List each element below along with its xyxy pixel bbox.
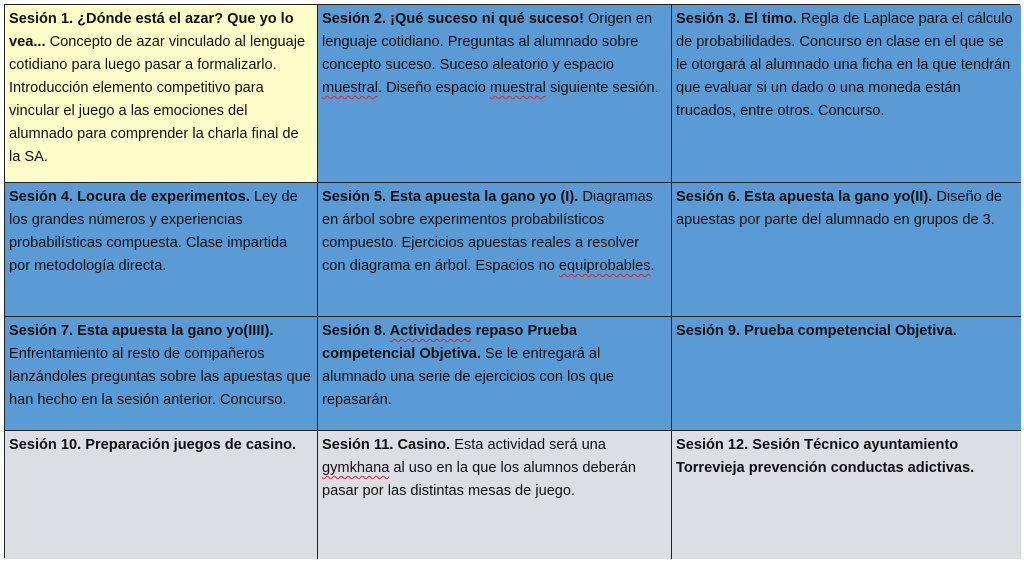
session-cell-5 bbox=[318, 183, 672, 317]
session-5-body-b: . bbox=[650, 258, 655, 274]
session-11-body-b: al uso en la que los alumnos deberán pasar por las distintas mesas de juego. bbox=[322, 460, 636, 499]
session-cell-3 bbox=[672, 5, 1021, 183]
session-cell-4 bbox=[5, 183, 318, 317]
session-3-body: Regla de Laplace para el cálculo de probabilidades. Concurso en clase en el que se le otorgará al alumnado una ficha en la que tendrán que evaluar si un dado o una moneda están trucados, entre otros. Concurso. bbox=[676, 11, 1013, 119]
session-cell-11 bbox=[318, 431, 672, 559]
session-6-title: Sesión 6. Esta apuesta la gano yo(II). bbox=[676, 189, 933, 205]
session-8-title-b: repaso Prueba competencial Objetiva. bbox=[322, 323, 577, 362]
session-7-title: Sesión 7. Esta apuesta la gano yo(IIII). bbox=[9, 323, 274, 339]
session-11-body-a: Esta actividad será una bbox=[450, 437, 606, 453]
session-2-body-c: siguiente sesión. bbox=[545, 80, 659, 96]
session-2-spell-mark-a: muestral bbox=[322, 80, 378, 96]
session-7-body: Enfrentamiento al resto de compañeros lanzándoles preguntas sobre las apuestas que han hecho en la sesión anterior. Concurso. bbox=[9, 346, 311, 408]
session-9-title: Sesión 9. Prueba competencial Objetiva. bbox=[676, 323, 957, 339]
session-cell-9 bbox=[672, 317, 1021, 431]
sessions-table bbox=[4, 4, 1020, 558]
session-5-body-a: Diagramas en árbol sobre experimentos probabilísticos compuesto. Ejercicios apuestas reales a resolver con diagrama en árbol. Espacios no bbox=[322, 189, 653, 274]
session-12-title: Sesión 12. Sesión Técnico ayuntamiento Torrevieja prevención conductas adictivas. bbox=[676, 437, 975, 476]
session-8-title-spell-mark: Actividades bbox=[389, 323, 472, 339]
session-3-title: Sesión 3. El timo. bbox=[676, 11, 797, 27]
session-10-title: Sesión 10. Preparación juegos de casino. bbox=[9, 437, 297, 453]
session-cell-6 bbox=[672, 183, 1021, 317]
session-4-body: Ley de los grandes números y experiencias probabilísticas compuesta. Clase impartida por metodología directa. bbox=[9, 189, 298, 274]
session-cell-12 bbox=[672, 431, 1021, 559]
session-5-title: Sesión 5. Esta apuesta la gano yo (I). bbox=[322, 189, 579, 205]
session-cell-10 bbox=[5, 431, 318, 559]
session-11-title: Sesión 11. Casino. bbox=[322, 437, 451, 453]
session-2-title: Sesión 2. ¡Qué suceso ni qué suceso! bbox=[322, 11, 584, 27]
session-2-body-b: . Diseño espacio bbox=[377, 80, 490, 96]
session-5-spell-mark: equiprobables bbox=[558, 258, 651, 274]
session-8-body: Se le entregará al alumnado una serie de ejercicios con los que repasarán. bbox=[322, 346, 615, 408]
session-2-body-a: Origen en lenguaje cotidiano. Preguntas al alumnado sobre concepto suceso. Suceso aleatorio y espacio bbox=[322, 11, 653, 73]
session-cell-7 bbox=[5, 317, 318, 431]
session-cell-2 bbox=[318, 5, 672, 183]
session-2-spell-mark-b: muestral bbox=[489, 80, 546, 96]
session-cell-8 bbox=[318, 317, 672, 431]
session-1-body: Concepto de azar vinculado al lenguaje cotidiano para luego pasar a formalizarlo. Introducción elemento competitivo para vincular el juego a las emociones del alumnado para comprender la charla final de la SA. bbox=[9, 34, 306, 165]
session-6-body: Diseño de apuestas por parte del alumnado en grupos de 3. bbox=[676, 189, 1003, 228]
session-cell-1 bbox=[5, 5, 318, 183]
session-4-title: Sesión 4. Locura de experimentos. bbox=[9, 189, 250, 205]
session-11-spell-mark: gymkhana bbox=[322, 460, 390, 476]
session-8-title-a: Sesión 8. bbox=[322, 323, 390, 339]
session-1-title: Sesión 1. ¿Dónde está el azar? Que yo lo vea... bbox=[9, 11, 294, 50]
